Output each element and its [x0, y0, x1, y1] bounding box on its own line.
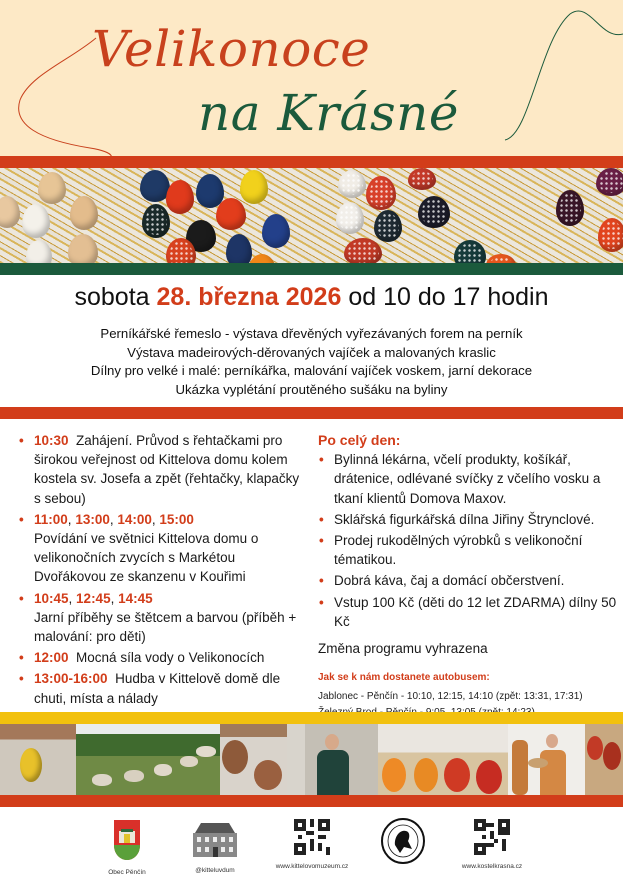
program-time: 12:45 [76, 590, 111, 606]
photo-painted-eggs [378, 724, 508, 795]
feature-item: Ukázka vyplétání proutěného sušáku na byliny [175, 381, 448, 397]
all-day-item [318, 593, 618, 631]
all-day-item-text: Sklářská figurkářská dílna Jiřiny Štrynclové. [334, 511, 595, 527]
program-text: Jarní příběhy se štětcem a barvou (příběh + malování: pro děti) [34, 609, 297, 645]
program-change-note: Změna programu vyhrazena [318, 641, 488, 657]
program-item: • 11:00, 13:00, 14:00, 15:00 Povídání ve světnici Kittelova domu o velikonočních zvycích s Markétou Dvořákovou ze skanzenu v Kouřimi [18, 510, 308, 587]
program-text: Hudba v Kittelově domě dle chuti, místa a nálady [34, 671, 281, 706]
program-time: 15:00 [159, 511, 194, 527]
program-time: 13:00-16:00 [34, 671, 108, 687]
qr-code-icon [474, 819, 510, 855]
all-day-item-text: Vstup 100 Kč (děti do 12 let ZDARMA) dílny 50 Kč [334, 594, 617, 629]
bus-line: Jablonec - Pěnčín - 10:10, 12:15, 14:10 (zpět: 13:31, 17:31) [318, 691, 583, 703]
poster-header [0, 0, 623, 156]
logo-museum-stamp [378, 817, 428, 870]
bullet-icon: • [19, 671, 24, 687]
divider-red-middle [0, 407, 623, 419]
program-item: • 10:45, 12:45, 14:45 Jarní příběhy se štětcem a barvou (příběh + malování: pro děti) [18, 589, 308, 647]
photo-strip [0, 724, 623, 795]
title-line-2: na Krásné [198, 84, 459, 142]
photo-sheep-meadow [76, 724, 220, 795]
photo-kraslice [585, 724, 623, 795]
program-item [18, 669, 308, 707]
logo-kitteluv-dum [180, 819, 250, 874]
photo-women-basket [508, 724, 585, 795]
footer-logos [0, 807, 623, 880]
all-day-info [318, 431, 618, 721]
photo-straw-egg-yellow [0, 724, 76, 795]
bullet-icon: • [19, 650, 24, 666]
logo-caption[interactable]: www.kostelkrasna.cz [461, 863, 523, 870]
house-drawing-icon [189, 819, 241, 859]
program-item [18, 431, 308, 508]
event-date [0, 283, 623, 312]
all-day-item-text: Prodej rukodělných výrobků s velikonoční tématikou. [334, 533, 583, 568]
program-text: Zahájení. Průvod s řehtačkami pro širokou veřejnost od Kittelova domu kolem kostela sv. Josefa a zpět (řehtačky, klapačky s sebou) [34, 433, 300, 506]
bullet-icon: • [319, 573, 324, 589]
program-time: 11:00 [34, 511, 68, 527]
bullet-icon: • [19, 511, 24, 527]
bus-heading: Jak se k nám dostanete autobusem: [318, 672, 490, 684]
program-time: 12:00 [34, 650, 69, 666]
logo-caption: @kitteluvdum [195, 867, 235, 874]
program-schedule [18, 431, 308, 710]
bullet-icon: • [319, 452, 324, 468]
all-day-item [318, 531, 618, 569]
program-time: 10:30 [34, 433, 69, 448]
date-prefix: sobota [74, 283, 150, 311]
feature-item: Dílny pro velké i malé: perníkářka, malování vajíček voskem, jarní dekorace [90, 363, 533, 378]
date-hours: od 10 do 17 hodin [348, 283, 549, 311]
qr-kostelkrasna[interactable] [455, 819, 529, 870]
title-line-1: Velikonoce [92, 20, 371, 78]
qr-code-icon [294, 819, 330, 855]
bullet-icon: • [19, 433, 24, 448]
easter-eggs-banner-image [0, 168, 623, 263]
museum-stamp-icon [380, 817, 426, 865]
divider-red-top [0, 156, 623, 168]
bullet-icon: • [319, 533, 324, 549]
divider-red-bottom [0, 795, 623, 807]
photo-woman-costume [287, 724, 378, 795]
divider-green [0, 263, 623, 275]
all-day-item [318, 450, 618, 508]
program-text: Povídání ve světnici Kittelova domu o velikonočních zvycích s Markétou Dvořákovou ze skanzenu v Kouřimi [34, 531, 259, 585]
all-day-heading: Po celý den: [318, 432, 401, 448]
program-time: 13:00 [75, 511, 110, 527]
feature-item: Perníkářské řemeslo - výstava dřevěných vyřezávaných forem na perník [100, 326, 523, 341]
qr-kittelovomuzeum[interactable] [270, 819, 354, 870]
coat-of-arms-icon [113, 819, 141, 861]
bullet-icon: • [19, 590, 24, 606]
program-item [18, 648, 308, 667]
feature-item: Výstava madeirových-děrovaných vajíček a malovaných kraslic [127, 344, 496, 360]
all-day-item [318, 571, 618, 590]
divider-yellow [0, 712, 623, 724]
feature-list [0, 325, 623, 399]
all-day-item-text: Dobrá káva, čaj a domácí občerstvení. [334, 573, 565, 589]
logo-caption: Obec Pěnčín [108, 869, 146, 876]
all-day-item [318, 510, 618, 529]
date-highlight: 28. března 2026 [156, 283, 342, 311]
program-time: 14:00 [117, 511, 152, 527]
logo-caption[interactable]: www.kittelovomuzeum.cz [275, 863, 349, 870]
all-day-item-text: Bylinná lékárna, včelí produkty, košíkář, drátenice, odlévané svíčky z včelího vosku a tkaní klientů Domova Maxov. [334, 452, 601, 506]
bullet-icon: • [319, 594, 324, 610]
bullet-icon: • [319, 511, 324, 527]
logo-obec-pencin [97, 819, 157, 876]
program-time: 14:45 [118, 590, 153, 606]
program-time: 10:45 [34, 590, 69, 606]
photo-woven-eggs [220, 724, 287, 795]
program-text: Mocná síla vody o Velikonocích [76, 650, 265, 666]
